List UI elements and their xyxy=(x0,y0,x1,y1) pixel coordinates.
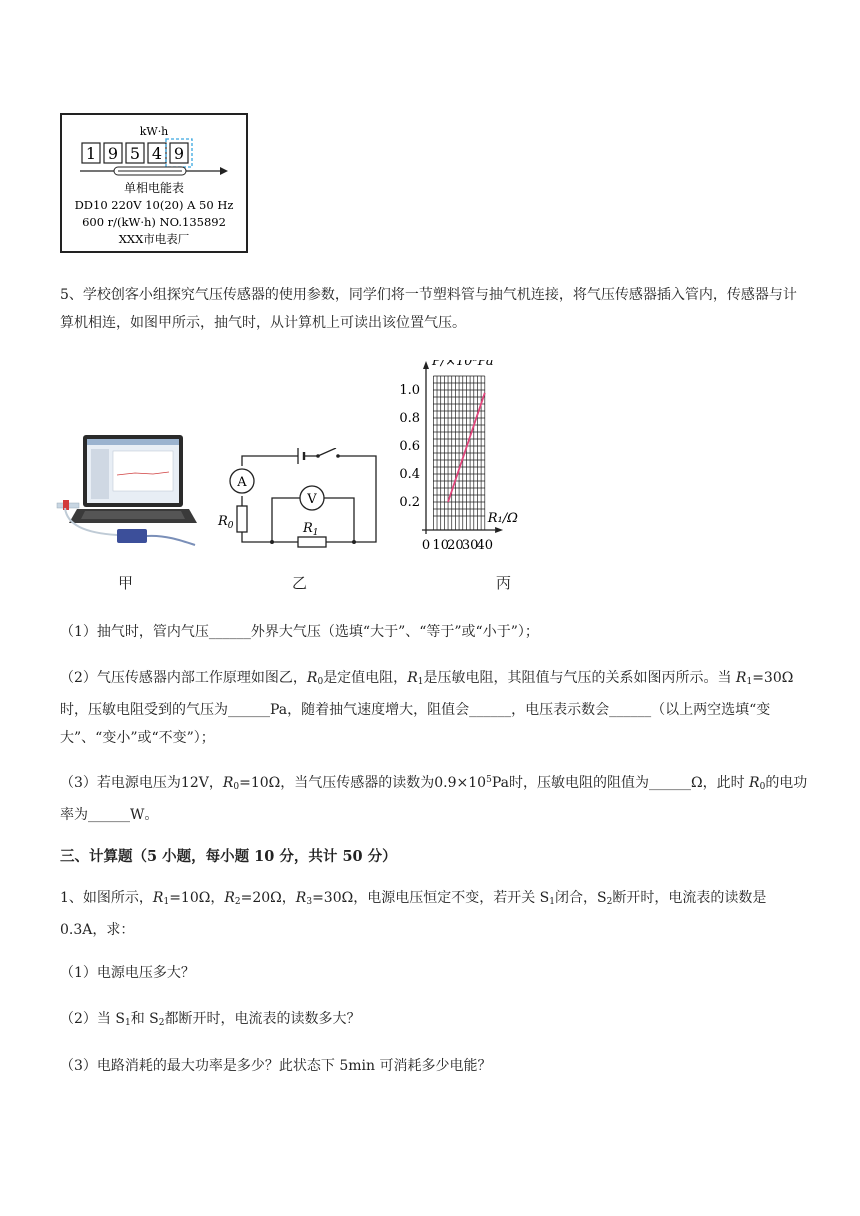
y-tick-label: 0.6 xyxy=(399,439,420,454)
r0-label: $R_0$ xyxy=(218,514,234,531)
x-tick-label: 40 xyxy=(476,538,494,553)
y-axis-label: P/×10⁵Pa xyxy=(432,360,494,369)
wire-voltmeter-left xyxy=(272,498,300,542)
x-tick-label: 10 xyxy=(432,538,449,553)
junction-left xyxy=(270,540,274,544)
question-5-sub-2: （2）气压传感器内部工作原理如图乙，$R_0$是定值电阻，$R_1$是压敏电阻，其阻值与气压的关系如图丙所示。当 $R_1=30\Omega$时，压敏电阻受到的气压为______Pa，随着抽气速度增大，阻值会______，电压表示数会______（以上两空选填“变大”、“变小”或“不变”）； xyxy=(60,670,794,746)
voltmeter-label: V xyxy=(307,492,317,507)
energy-meter-figure xyxy=(60,113,248,253)
screen-titlebar xyxy=(87,439,179,445)
circuit-diagram xyxy=(212,448,384,553)
energy-meter-drawing xyxy=(62,115,246,251)
x-tick-label: 0 xyxy=(421,538,431,553)
y-tick-label: 0.8 xyxy=(399,411,420,426)
meter-digit: 1 xyxy=(85,144,97,163)
switch-blade xyxy=(318,448,336,456)
switch-contact-right xyxy=(336,454,340,458)
x-axis-arrow xyxy=(495,527,503,533)
caption-bing: 丙 xyxy=(496,574,512,592)
meter-digit: 9 xyxy=(173,144,185,163)
wire-voltmeter-right xyxy=(324,498,354,542)
x-tick-label: 20 xyxy=(447,538,464,553)
screen-sidebar xyxy=(91,449,109,499)
caption-jia: 甲 xyxy=(118,574,134,592)
switch-contact-left xyxy=(316,454,320,458)
pressure-resistance-chart xyxy=(392,360,632,560)
screen-plot xyxy=(113,451,173,491)
junction-right xyxy=(352,540,356,544)
meter-digit: 4 xyxy=(151,144,163,163)
figure-jia-laptop xyxy=(55,405,200,555)
x-axis-label: R₁/Ω xyxy=(487,511,518,526)
figure-yi-circuit xyxy=(212,448,384,553)
ammeter-label: A xyxy=(237,475,247,490)
laptop-illustration xyxy=(55,405,200,555)
calc-question-1: 1、如图所示，$R_1=10\Omega$，$R_2=20\Omega$，$R_3=30\Omega$，电源电压恒定不变，若开关 $S_1$闭合，$S_2$断开时，电流表的读数是 0.3A，求： xyxy=(60,890,767,938)
r1-label: $R_1$ xyxy=(303,521,319,538)
question-5-sub-1: （1）抽气时，管内气压______外界大气压（选填“大于”、“等于”或“小于”）； xyxy=(60,624,539,640)
x-tick-label: 30 xyxy=(461,538,479,553)
meter-unit: kW·h xyxy=(139,125,169,138)
y-axis-arrow xyxy=(423,361,429,369)
meter-name: 单相电能表 xyxy=(123,181,185,195)
laptop-keys xyxy=(81,511,185,519)
caption-yi: 乙 xyxy=(292,574,308,592)
meter-digit: 9 xyxy=(107,144,119,163)
calc-question-1-sub-3: （3）电路消耗的最大功率是多少？此状态下 5min 可消耗多少电能？ xyxy=(60,1058,492,1074)
meter-arrow-head xyxy=(220,167,228,175)
y-tick-label: 0.2 xyxy=(399,495,420,510)
calc-question-1-sub-1: （1）电源电压多大？ xyxy=(60,965,195,981)
meter-spec-2: 600 r/(kW·h) NO.135892 xyxy=(82,215,226,229)
figure-bing-chart xyxy=(392,360,632,560)
meter-maker: XXX市电表厂 xyxy=(118,232,190,246)
question-5-sub-3: （3）若电源电压为12V，$R_0=10\Omega$，当气压传感器的读数为$0.9\times 10^5Pa$时，压敏电阻的阻值为______Ω，此时 $R_0$的电功率为______W。 xyxy=(60,775,808,823)
section-3-heading: 三、计算题（5 小题，每小题 10 分，共计 50 分） xyxy=(60,848,397,865)
y-tick-label: 1.0 xyxy=(399,383,420,398)
y-tick-label: 0.4 xyxy=(399,467,420,482)
question-5-intro: 5、学校创客小组探究气压传感器的使用参数，同学们将一节塑料管与抽气机连接，将气压传感器插入管内，传感器与计算机相连，如图甲所示，抽气时，从计算机上可读出该位置气压。 xyxy=(60,287,797,331)
sensor-cable xyxy=(147,536,195,545)
meter-digit: 5 xyxy=(129,144,141,163)
resistor-r1 xyxy=(298,537,326,547)
wire-top-left xyxy=(242,456,298,466)
meter-digits xyxy=(82,139,192,167)
sensor-box xyxy=(117,529,147,543)
meter-spec-1: DD10 220V 10(20) A 50 Hz xyxy=(74,198,234,212)
calc-question-1-sub-2: （2）当 $S_1$和 $S_2$都断开时，电流表的读数多大？ xyxy=(60,1011,361,1028)
resistor-r0 xyxy=(237,506,247,532)
